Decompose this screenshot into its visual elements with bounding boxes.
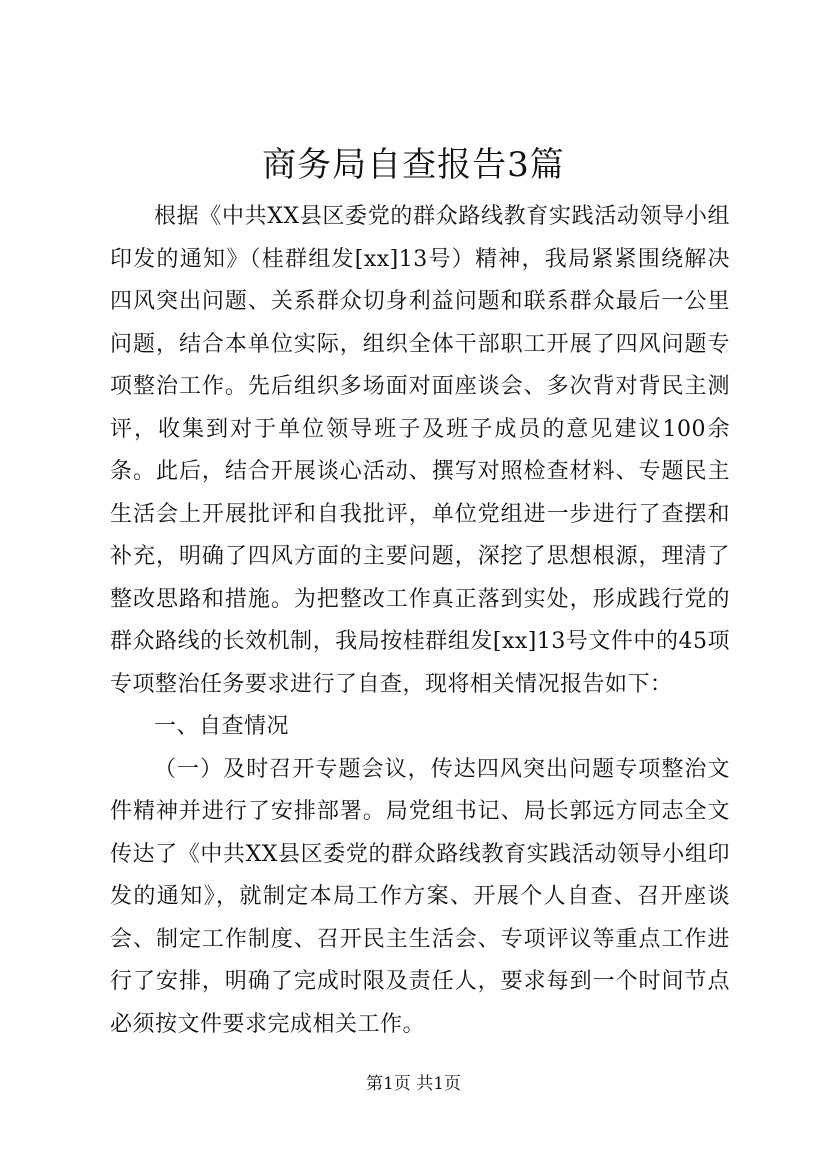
section-heading: 一、自查情况 [154, 714, 290, 739]
paragraph-intro: 根据《中共XX县区委党的群众路线教育实践活动领导小组印发的通知》（桂群组发[xx]13号）精神，我局紧紧围绕解决四风突出问题、关系群众切身利益问题和联系群众最后一公里问题，结合本单位实际，组织全体干部职工开展了四风问题专项整治工作。先后组织多场面对面座谈会、多次背对背民主测评，收集到对于单位领导班子及班子成员的意见建议100余条。此后，结合开展谈心活动、撰写对照检查材料、专题民主生活会上开展批评和自我批评，单位党组进一步进行了查摆和补充，明确了四风方面的主要问题，深挖了思想根源，理清了整改思路和措施。为把整改工作真正落到实处，形成践行党的群众路线的长效机制，我局按桂群组发[xx]13号文件中的45项专项整治任务要求进行了自查，现将相关情况报告如下： [110, 204, 730, 697]
page-footer: 第1页 共1页 [365, 1074, 462, 1094]
paragraph-item-1: （一）及时召开专题会议，传达四风突出问题专项整治文件精神并进行了安排部署。局党组书记、局长郭远方同志全文传达了《中共XX县区委党的群众路线教育实践活动领导小组印发的通知》，就制定本局工作方案、开展个人自查、召开座谈会、制定工作制度、召开民主生活会、专项评议等重点工作进行了安排，明确了完成时限及责任人，要求每到一个时间节点必须按文件要求完成相关工作。 [110, 756, 730, 1037]
document-body [110, 196, 730, 1046]
document-title: 商务局自查报告3篇 [262, 145, 565, 185]
